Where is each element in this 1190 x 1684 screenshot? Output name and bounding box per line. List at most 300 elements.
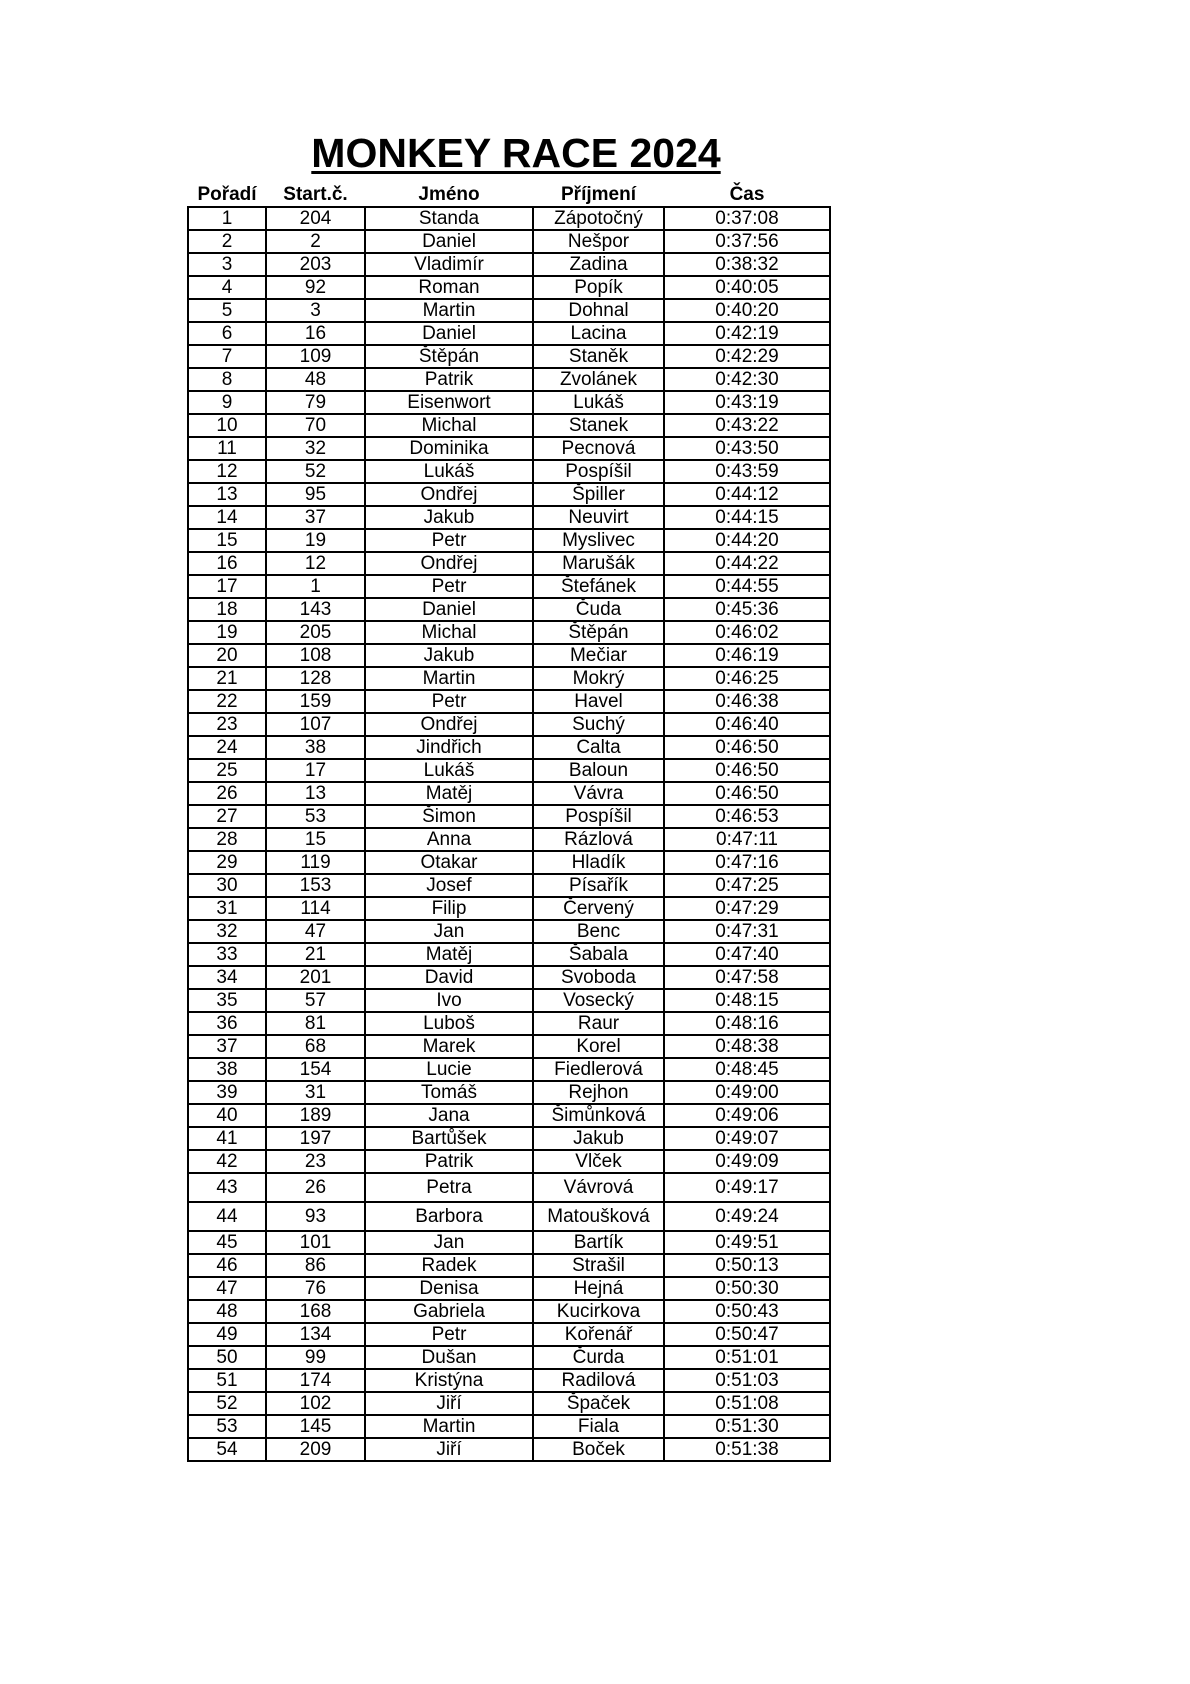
first-name-cell: Filip: [365, 897, 533, 920]
time-cell: 0:47:11: [664, 828, 830, 851]
first-name-cell: Lukáš: [365, 759, 533, 782]
start-number-cell: 109: [266, 345, 365, 368]
table-row: [188, 368, 830, 391]
first-name-cell: Jan: [365, 920, 533, 943]
time-cell: 0:51:38: [664, 1438, 830, 1461]
time-cell: 0:46:25: [664, 667, 830, 690]
table-row: [188, 207, 830, 230]
start-number-cell: 143: [266, 598, 365, 621]
table-row: [188, 1415, 830, 1438]
table-row: [188, 966, 830, 989]
time-cell: 0:49:00: [664, 1081, 830, 1104]
table-row: [188, 1369, 830, 1392]
first-name-cell: Michal: [365, 414, 533, 437]
table-row: [188, 874, 830, 897]
time-cell: 0:44:55: [664, 575, 830, 598]
table-row: [188, 322, 830, 345]
last-name-cell: Mečiar: [533, 644, 664, 667]
first-name-cell: Ivo: [365, 989, 533, 1012]
table-row: [188, 483, 830, 506]
rank-cell: 49: [188, 1323, 266, 1346]
last-name-cell: Havel: [533, 690, 664, 713]
start-number-cell: 203: [266, 253, 365, 276]
rank-cell: 37: [188, 1035, 266, 1058]
start-number-cell: 32: [266, 437, 365, 460]
last-name-cell: Červený: [533, 897, 664, 920]
time-cell: 0:47:16: [664, 851, 830, 874]
last-name-cell: Popík: [533, 276, 664, 299]
results-body: [188, 207, 830, 1461]
rank-cell: 2: [188, 230, 266, 253]
table-row: [188, 782, 830, 805]
rank-cell: 19: [188, 621, 266, 644]
rank-cell: 43: [188, 1173, 266, 1202]
rank-cell: 54: [188, 1438, 266, 1461]
last-name-cell: Lukáš: [533, 391, 664, 414]
time-cell: 0:40:05: [664, 276, 830, 299]
start-number-cell: 81: [266, 1012, 365, 1035]
last-name-cell: Čuda: [533, 598, 664, 621]
time-cell: 0:42:30: [664, 368, 830, 391]
last-name-cell: Šabala: [533, 943, 664, 966]
time-cell: 0:51:01: [664, 1346, 830, 1369]
rank-cell: 29: [188, 851, 266, 874]
first-name-cell: Martin: [365, 299, 533, 322]
time-cell: 0:47:29: [664, 897, 830, 920]
table-row: [188, 667, 830, 690]
last-name-cell: Zápotočný: [533, 207, 664, 230]
last-name-cell: Svoboda: [533, 966, 664, 989]
rank-cell: 18: [188, 598, 266, 621]
time-cell: 0:47:58: [664, 966, 830, 989]
time-cell: 0:37:56: [664, 230, 830, 253]
rank-cell: 3: [188, 253, 266, 276]
time-cell: 0:45:36: [664, 598, 830, 621]
last-name-cell: Pospíšil: [533, 460, 664, 483]
last-name-cell: Matoušková: [533, 1202, 664, 1231]
last-name-cell: Vávrová: [533, 1173, 664, 1202]
rank-cell: 24: [188, 736, 266, 759]
time-cell: 0:49:51: [664, 1231, 830, 1254]
start-number-cell: 153: [266, 874, 365, 897]
last-name-cell: Benc: [533, 920, 664, 943]
first-name-cell: Jana: [365, 1104, 533, 1127]
time-cell: 0:47:25: [664, 874, 830, 897]
start-number-cell: 101: [266, 1231, 365, 1254]
last-name-cell: Hejná: [533, 1277, 664, 1300]
start-number-cell: 48: [266, 368, 365, 391]
table-row: [188, 1346, 830, 1369]
last-name-cell: Kořenář: [533, 1323, 664, 1346]
first-name-cell: Bartůšek: [365, 1127, 533, 1150]
last-name-cell: Pospíšil: [533, 805, 664, 828]
first-name-cell: Michal: [365, 621, 533, 644]
header-rank: Pořadí: [197, 184, 257, 205]
time-cell: 0:42:19: [664, 322, 830, 345]
first-name-cell: Jiří: [365, 1438, 533, 1461]
header-first-name: Jméno: [418, 184, 480, 205]
start-number-cell: 197: [266, 1127, 365, 1150]
time-cell: 0:48:45: [664, 1058, 830, 1081]
last-name-cell: Štěpán: [533, 621, 664, 644]
rank-cell: 31: [188, 897, 266, 920]
first-name-cell: Eisenwort: [365, 391, 533, 414]
table-row: [188, 1277, 830, 1300]
start-number-cell: 209: [266, 1438, 365, 1461]
first-name-cell: Kristýna: [365, 1369, 533, 1392]
first-name-cell: Patrik: [365, 1150, 533, 1173]
start-number-cell: 52: [266, 460, 365, 483]
last-name-cell: Myslivec: [533, 529, 664, 552]
last-name-cell: Baloun: [533, 759, 664, 782]
table-row: [188, 943, 830, 966]
start-number-cell: 53: [266, 805, 365, 828]
time-cell: 0:48:38: [664, 1035, 830, 1058]
table-row: [188, 1392, 830, 1415]
last-name-cell: Hladík: [533, 851, 664, 874]
first-name-cell: Marek: [365, 1035, 533, 1058]
first-name-cell: Štěpán: [365, 345, 533, 368]
first-name-cell: Dominika: [365, 437, 533, 460]
last-name-cell: Marušák: [533, 552, 664, 575]
last-name-cell: Zadina: [533, 253, 664, 276]
first-name-cell: Jakub: [365, 506, 533, 529]
start-number-cell: 119: [266, 851, 365, 874]
table-row: [188, 1231, 830, 1254]
time-cell: 0:49:24: [664, 1202, 830, 1231]
first-name-cell: Jiří: [365, 1392, 533, 1415]
start-number-cell: 19: [266, 529, 365, 552]
first-name-cell: Otakar: [365, 851, 533, 874]
start-number-cell: 76: [266, 1277, 365, 1300]
table-row: [188, 1300, 830, 1323]
time-cell: 0:46:40: [664, 713, 830, 736]
table-row: [188, 736, 830, 759]
start-number-cell: 70: [266, 414, 365, 437]
table-row: [188, 253, 830, 276]
table-row: [188, 920, 830, 943]
first-name-cell: Daniel: [365, 322, 533, 345]
time-cell: 0:44:12: [664, 483, 830, 506]
first-name-cell: Denisa: [365, 1277, 533, 1300]
first-name-cell: Luboš: [365, 1012, 533, 1035]
time-cell: 0:47:31: [664, 920, 830, 943]
table-row: [188, 1173, 830, 1202]
last-name-cell: Calta: [533, 736, 664, 759]
last-name-cell: Fiala: [533, 1415, 664, 1438]
start-number-cell: 26: [266, 1173, 365, 1202]
start-number-cell: 128: [266, 667, 365, 690]
last-name-cell: Staněk: [533, 345, 664, 368]
first-name-cell: Petr: [365, 1323, 533, 1346]
rank-cell: 48: [188, 1300, 266, 1323]
last-name-cell: Boček: [533, 1438, 664, 1461]
first-name-cell: Daniel: [365, 598, 533, 621]
rank-cell: 36: [188, 1012, 266, 1035]
start-number-cell: 174: [266, 1369, 365, 1392]
table-row: [188, 690, 830, 713]
rank-cell: 1: [188, 207, 266, 230]
start-number-cell: 92: [266, 276, 365, 299]
rank-cell: 32: [188, 920, 266, 943]
time-cell: 0:44:22: [664, 552, 830, 575]
last-name-cell: Strašil: [533, 1254, 664, 1277]
first-name-cell: Petra: [365, 1173, 533, 1202]
page-title: MONKEY RACE 2024: [311, 130, 721, 176]
table-row: [188, 230, 830, 253]
first-name-cell: Dušan: [365, 1346, 533, 1369]
rank-cell: 14: [188, 506, 266, 529]
rank-cell: 4: [188, 276, 266, 299]
time-cell: 0:51:03: [664, 1369, 830, 1392]
last-name-cell: Neuvirt: [533, 506, 664, 529]
first-name-cell: Martin: [365, 1415, 533, 1438]
start-number-cell: 13: [266, 782, 365, 805]
start-number-cell: 37: [266, 506, 365, 529]
last-name-cell: Stanek: [533, 414, 664, 437]
table-row: [188, 414, 830, 437]
time-cell: 0:42:29: [664, 345, 830, 368]
table-row: [188, 759, 830, 782]
last-name-cell: Korel: [533, 1035, 664, 1058]
rank-cell: 10: [188, 414, 266, 437]
rank-cell: 45: [188, 1231, 266, 1254]
start-number-cell: 68: [266, 1035, 365, 1058]
last-name-cell: Písařík: [533, 874, 664, 897]
time-cell: 0:46:50: [664, 759, 830, 782]
table-row: [188, 805, 830, 828]
table-row: [188, 1058, 830, 1081]
last-name-cell: Kucirkova: [533, 1300, 664, 1323]
start-number-cell: 107: [266, 713, 365, 736]
time-cell: 0:38:32: [664, 253, 830, 276]
rank-cell: 8: [188, 368, 266, 391]
start-number-cell: 31: [266, 1081, 365, 1104]
start-number-cell: 86: [266, 1254, 365, 1277]
time-cell: 0:48:16: [664, 1012, 830, 1035]
first-name-cell: Barbora: [365, 1202, 533, 1231]
first-name-cell: Ondřej: [365, 483, 533, 506]
table-row: [188, 828, 830, 851]
rank-cell: 41: [188, 1127, 266, 1150]
rank-cell: 46: [188, 1254, 266, 1277]
header-time: Čas: [729, 184, 765, 205]
rank-cell: 23: [188, 713, 266, 736]
time-cell: 0:51:30: [664, 1415, 830, 1438]
table-row: [188, 598, 830, 621]
table-row: [188, 529, 830, 552]
time-cell: 0:50:30: [664, 1277, 830, 1300]
first-name-cell: Tomáš: [365, 1081, 533, 1104]
time-cell: 0:43:19: [664, 391, 830, 414]
table-row: [188, 506, 830, 529]
time-cell: 0:49:06: [664, 1104, 830, 1127]
time-cell: 0:43:59: [664, 460, 830, 483]
rank-cell: 25: [188, 759, 266, 782]
start-number-cell: 159: [266, 690, 365, 713]
table-row: [188, 437, 830, 460]
start-number-cell: 21: [266, 943, 365, 966]
first-name-cell: Šimon: [365, 805, 533, 828]
time-cell: 0:46:02: [664, 621, 830, 644]
last-name-cell: Rázlová: [533, 828, 664, 851]
last-name-cell: Mokrý: [533, 667, 664, 690]
first-name-cell: Petr: [365, 575, 533, 598]
table-row: [188, 897, 830, 920]
time-cell: 0:43:22: [664, 414, 830, 437]
time-cell: 0:46:53: [664, 805, 830, 828]
start-number-cell: 108: [266, 644, 365, 667]
table-row: [188, 989, 830, 1012]
first-name-cell: Standa: [365, 207, 533, 230]
rank-cell: 27: [188, 805, 266, 828]
table-row: [188, 1127, 830, 1150]
start-number-cell: 145: [266, 1415, 365, 1438]
start-number-cell: 102: [266, 1392, 365, 1415]
table-row: [188, 391, 830, 414]
first-name-cell: Petr: [365, 529, 533, 552]
table-row: [188, 1254, 830, 1277]
time-cell: 0:37:08: [664, 207, 830, 230]
table-row: [188, 1323, 830, 1346]
start-number-cell: 204: [266, 207, 365, 230]
table-row: [188, 644, 830, 667]
table-row: [188, 1150, 830, 1173]
table-row: [188, 621, 830, 644]
time-cell: 0:46:50: [664, 782, 830, 805]
first-name-cell: Ondřej: [365, 713, 533, 736]
start-number-cell: 154: [266, 1058, 365, 1081]
time-cell: 0:47:40: [664, 943, 830, 966]
rank-cell: 22: [188, 690, 266, 713]
start-number-cell: 99: [266, 1346, 365, 1369]
rank-cell: 42: [188, 1150, 266, 1173]
table-row: [188, 460, 830, 483]
rank-cell: 53: [188, 1415, 266, 1438]
rank-cell: 50: [188, 1346, 266, 1369]
first-name-cell: Petr: [365, 690, 533, 713]
first-name-cell: Martin: [365, 667, 533, 690]
start-number-cell: 93: [266, 1202, 365, 1231]
last-name-cell: Suchý: [533, 713, 664, 736]
rank-cell: 12: [188, 460, 266, 483]
rank-cell: 34: [188, 966, 266, 989]
start-number-cell: 2: [266, 230, 365, 253]
time-cell: 0:43:50: [664, 437, 830, 460]
start-number-cell: 57: [266, 989, 365, 1012]
start-number-cell: 38: [266, 736, 365, 759]
first-name-cell: Ondřej: [365, 552, 533, 575]
rank-cell: 40: [188, 1104, 266, 1127]
rank-cell: 30: [188, 874, 266, 897]
table-row: [188, 1081, 830, 1104]
time-cell: 0:46:19: [664, 644, 830, 667]
start-number-cell: 189: [266, 1104, 365, 1127]
table-row: [188, 299, 830, 322]
last-name-cell: Bartík: [533, 1231, 664, 1254]
last-name-cell: Vosecký: [533, 989, 664, 1012]
last-name-cell: Raur: [533, 1012, 664, 1035]
first-name-cell: Radek: [365, 1254, 533, 1277]
first-name-cell: Lukáš: [365, 460, 533, 483]
first-name-cell: Matěj: [365, 782, 533, 805]
first-name-cell: Lucie: [365, 1058, 533, 1081]
start-number-cell: 47: [266, 920, 365, 943]
rank-cell: 20: [188, 644, 266, 667]
first-name-cell: Roman: [365, 276, 533, 299]
rank-cell: 33: [188, 943, 266, 966]
start-number-cell: 23: [266, 1150, 365, 1173]
last-name-cell: Vávra: [533, 782, 664, 805]
start-number-cell: 79: [266, 391, 365, 414]
rank-cell: 7: [188, 345, 266, 368]
table-row: [188, 1012, 830, 1035]
time-cell: 0:49:07: [664, 1127, 830, 1150]
time-cell: 0:46:38: [664, 690, 830, 713]
rank-cell: 16: [188, 552, 266, 575]
first-name-cell: David: [365, 966, 533, 989]
rank-cell: 39: [188, 1081, 266, 1104]
last-name-cell: Pecnová: [533, 437, 664, 460]
last-name-cell: Nešpor: [533, 230, 664, 253]
rank-cell: 17: [188, 575, 266, 598]
start-number-cell: 12: [266, 552, 365, 575]
table-row: [188, 713, 830, 736]
start-number-cell: 205: [266, 621, 365, 644]
rank-cell: 11: [188, 437, 266, 460]
table-header-row: [188, 180, 830, 207]
last-name-cell: Lacina: [533, 322, 664, 345]
last-name-cell: Fiedlerová: [533, 1058, 664, 1081]
time-cell: 0:44:20: [664, 529, 830, 552]
rank-cell: 21: [188, 667, 266, 690]
first-name-cell: Jan: [365, 1231, 533, 1254]
table-row: [188, 345, 830, 368]
rank-cell: 35: [188, 989, 266, 1012]
table-row: [188, 1202, 830, 1231]
last-name-cell: Dohnal: [533, 299, 664, 322]
rank-cell: 28: [188, 828, 266, 851]
table-row: [188, 851, 830, 874]
rank-cell: 13: [188, 483, 266, 506]
last-name-cell: Vlček: [533, 1150, 664, 1173]
last-name-cell: Jakub: [533, 1127, 664, 1150]
first-name-cell: Matěj: [365, 943, 533, 966]
table-row: [188, 552, 830, 575]
first-name-cell: Anna: [365, 828, 533, 851]
time-cell: 0:50:43: [664, 1300, 830, 1323]
start-number-cell: 3: [266, 299, 365, 322]
start-number-cell: 16: [266, 322, 365, 345]
time-cell: 0:44:15: [664, 506, 830, 529]
start-number-cell: 95: [266, 483, 365, 506]
first-name-cell: Jakub: [365, 644, 533, 667]
rank-cell: 6: [188, 322, 266, 345]
start-number-cell: 17: [266, 759, 365, 782]
rank-cell: 26: [188, 782, 266, 805]
rank-cell: 51: [188, 1369, 266, 1392]
last-name-cell: Špaček: [533, 1392, 664, 1415]
time-cell: 0:50:13: [664, 1254, 830, 1277]
first-name-cell: Daniel: [365, 230, 533, 253]
rank-cell: 5: [188, 299, 266, 322]
time-cell: 0:48:15: [664, 989, 830, 1012]
start-number-cell: 201: [266, 966, 365, 989]
start-number-cell: 1: [266, 575, 365, 598]
rank-cell: 47: [188, 1277, 266, 1300]
last-name-cell: Čurda: [533, 1346, 664, 1369]
last-name-cell: Špiller: [533, 483, 664, 506]
